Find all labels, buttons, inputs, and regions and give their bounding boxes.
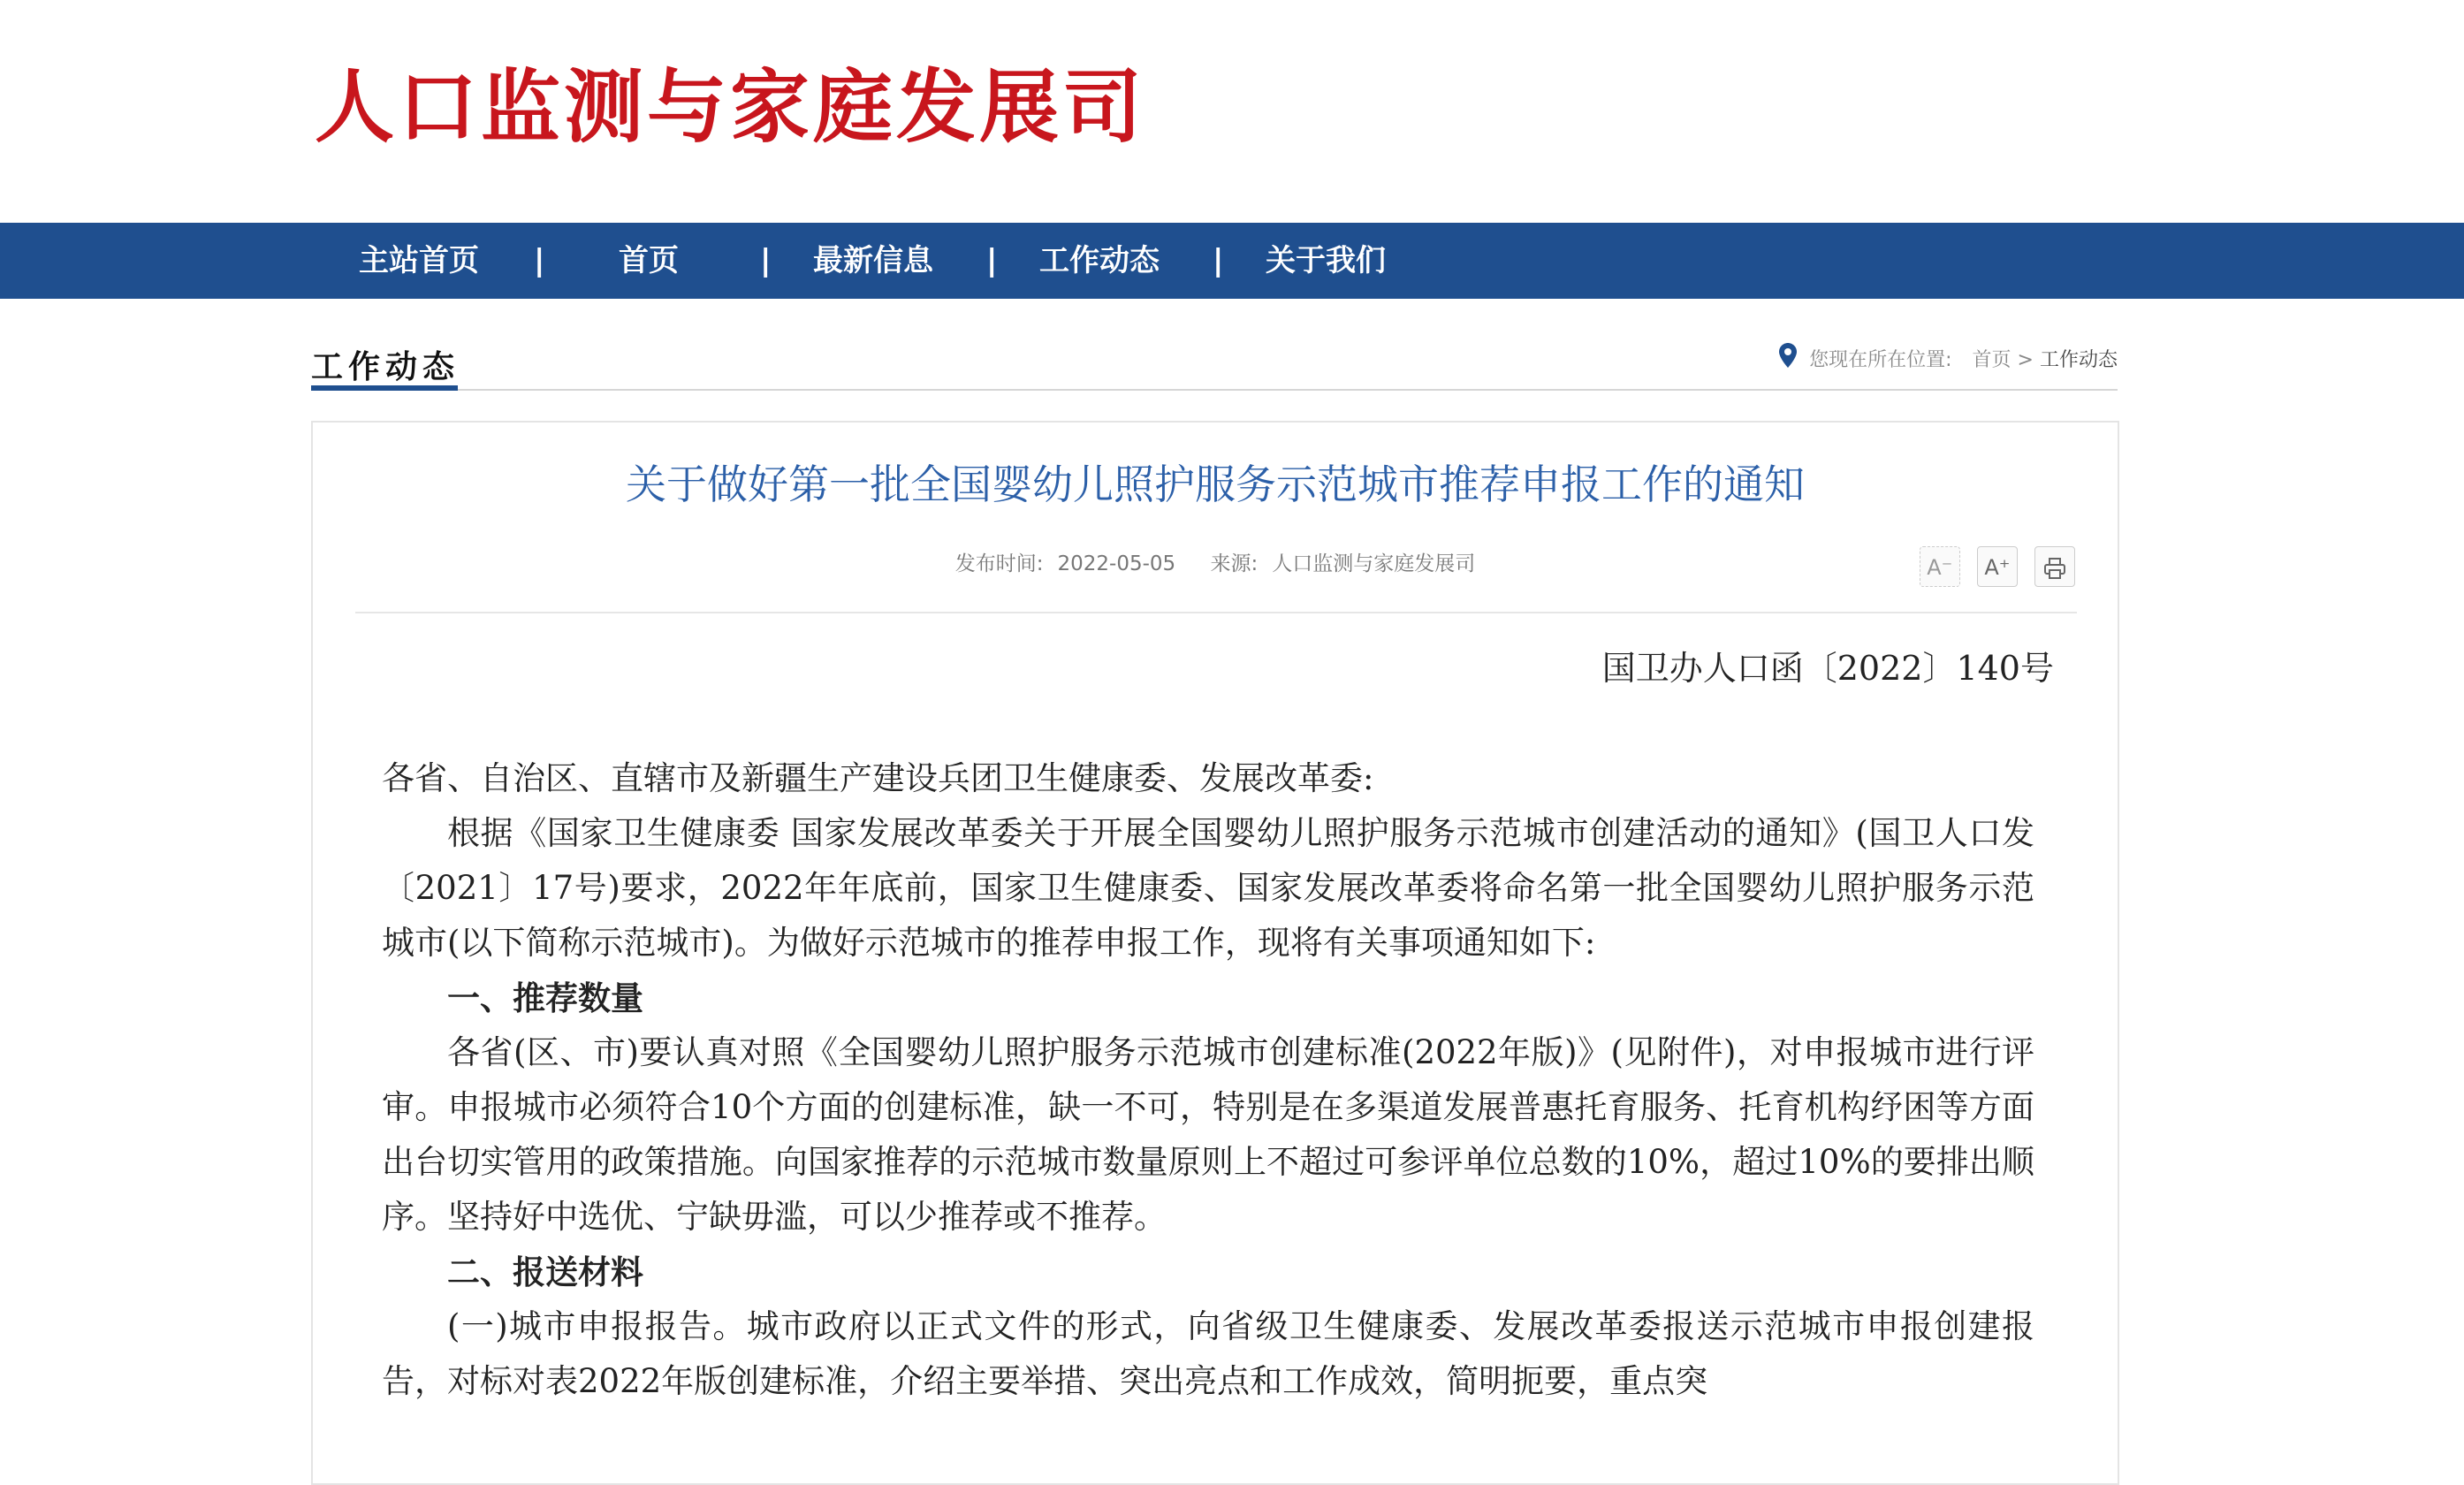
nav-separator: | [1213, 243, 1224, 278]
section-heading-materials: 二、报送材料 [447, 1253, 643, 1291]
nav-item-work-news[interactable]: 工作动态 [1039, 243, 1160, 278]
nav-item-home[interactable]: 首页 [619, 243, 679, 278]
document-number: 国卫办人口函〔2022〕140号 [1601, 649, 2054, 688]
section-heading-quantity: 一、推荐数量 [447, 979, 643, 1017]
nav-separator: | [986, 243, 998, 278]
breadcrumb [1779, 343, 2118, 375]
site-title: 人口监测与家庭发展司 [315, 61, 1145, 154]
intro-paragraph: 根据《国家卫生健康委 国家发展改革委关于开展全国婴幼儿照护服务示范城市创建活动的通知》(国卫人口发〔2021〕17号)要求，2022年年底前，国家卫生健康委、国家发展改革委将命名第一批全国婴幼儿照护服务示范城市(以下简称示范城市)。为做好示范城市的推荐申报工作，现将有关事项通知如下: [382, 814, 2034, 962]
breadcrumb-home-link[interactable]: 首页 [1972, 349, 2012, 371]
salutation-paragraph: 各省、自治区、直辖市及新疆生产建设兵团卫生健康委、发展改革委: [382, 759, 1374, 797]
breadcrumb-prefix: 您现在所在位置: [1809, 349, 1952, 371]
article-meta [313, 546, 2118, 582]
location-pin-icon [1779, 343, 1797, 378]
source-value: 人口监测与家庭发展司 [1272, 552, 1476, 575]
section-title: 工作动态 [311, 348, 460, 385]
section-divider [311, 389, 2118, 391]
nav-item-about[interactable]: 关于我们 [1266, 243, 1386, 278]
breadcrumb-current[interactable]: 工作动态 [2039, 349, 2118, 371]
breadcrumb-separator: > [2017, 349, 2034, 371]
article-body [382, 751, 2034, 1409]
print-button[interactable] [2034, 546, 2075, 587]
nav-separator: | [534, 243, 545, 278]
quantity-paragraph: 各省(区、市)要认真对照《全国婴幼儿照护服务示范城市创建标准(2022年版)》(见附件)，对申报城市进行评审。申报城市必须符合10个方面的创建标准，缺一不可，特别是在多渠道发展普惠托育服务、托育机构纾困等方面出台切实管用的政策措施。向国家推荐的示范城市数量原则上不超过可参评单位总数的10%，超过10%的要排出顺序。坚持好中选优、宁缺毋滥，可以少推荐或不推荐。 [382, 1033, 2034, 1236]
publish-label: 发布时间: [954, 552, 1044, 575]
materials-paragraph: (一)城市申报报告。城市政府以正式文件的形式，向省级卫生健康委、发展改革委报送示范城市申报创建报告，对标对表2022年版创建标准，介绍主要举措、突出亮点和工作成效，简明扼要，重点突 [382, 1307, 2034, 1400]
nav-separator: | [760, 243, 772, 278]
article-container [311, 421, 2119, 1485]
font-decrease-button[interactable]: A⁻ [1920, 546, 1960, 587]
font-increase-button[interactable]: A⁺ [1977, 546, 2018, 587]
meta-divider [355, 612, 2077, 613]
nav-item-main-home[interactable]: 主站首页 [359, 243, 479, 278]
article-title: 关于做好第一批全国婴幼儿照护服务示范城市推荐申报工作的通知 [626, 461, 1805, 508]
nav-item-latest[interactable]: 最新信息 [813, 243, 933, 278]
publish-date: 2022-05-05 [1057, 552, 1176, 575]
source-label: 来源: [1210, 552, 1259, 575]
printer-icon [2043, 558, 2066, 579]
main-nav [0, 223, 2464, 299]
article-tools [1907, 546, 2075, 592]
